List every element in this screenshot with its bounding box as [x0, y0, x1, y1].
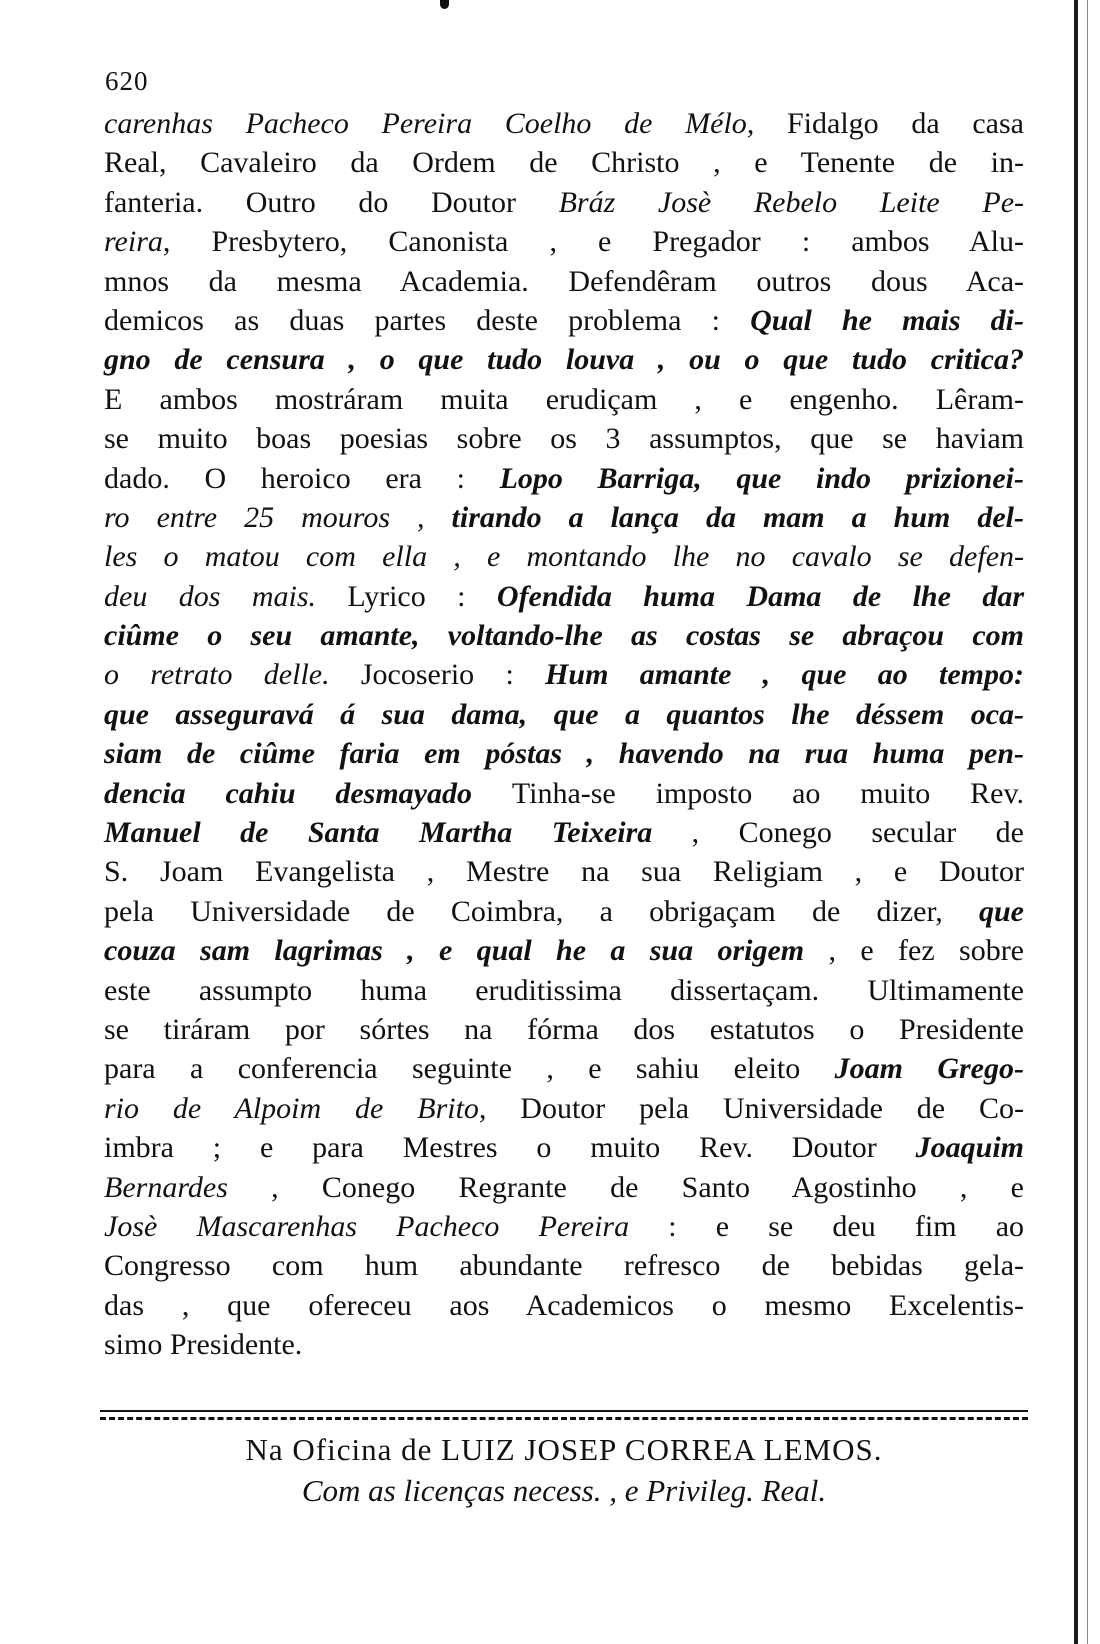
- text-line: [104, 695, 1024, 734]
- text-line: [104, 1207, 1024, 1246]
- text-line: [104, 655, 1024, 694]
- text-segment: reira: [104, 225, 163, 259]
- text-line: [104, 1049, 1024, 1088]
- page-number: 620: [105, 66, 149, 96]
- text-segment: Hum amante , que ao tempo:: [545, 658, 1025, 692]
- text-line: [104, 1128, 1024, 1167]
- separator-rule: [100, 1410, 1028, 1412]
- page-edge-line: [1074, 0, 1078, 1644]
- text-line: [104, 813, 1024, 852]
- text-segment: Congresso com hum abundante refresco de bebidas gela-: [104, 1249, 1024, 1283]
- text-line: [104, 892, 1024, 931]
- text-line: [104, 143, 1024, 182]
- text-segment: Jocoserio :: [360, 658, 546, 692]
- text-segment: rio de Alpoim de Brito,: [104, 1091, 487, 1125]
- text-segment: , Conego secular de: [652, 816, 1024, 850]
- text-segment: , Conego Regrante de Santo Agostinho , e: [227, 1170, 1024, 1204]
- text-segment: Ofendida huma Dama de lhe dar: [496, 579, 1024, 613]
- page-edge-line-thin: [1087, 0, 1088, 1644]
- text-segment: : e se deu fim ao: [629, 1209, 1025, 1243]
- text-segment: couza sam lagrimas , e qual he a sua origem: [104, 934, 805, 968]
- text-segment: gno de censura , o que tudo louva , ou o que tudo critica?: [104, 343, 1024, 377]
- text-segment: para a conferencia seguinte , e sahiu eleito: [104, 1052, 835, 1086]
- text-segment: se muito boas poesias sobre os 3 assumptos, que se haviam: [104, 422, 1024, 456]
- text-segment: simo Presidente.: [104, 1328, 303, 1362]
- text-segment: deu dos mais.: [104, 579, 348, 613]
- text-line: [104, 380, 1024, 419]
- text-line: [104, 1089, 1024, 1128]
- text-line: [104, 262, 1024, 301]
- text-segment: S. Joam Evangelista , Mestre na sua Religiam , e Doutor: [104, 855, 1024, 889]
- top-ornament-mark: [440, 0, 449, 9]
- text-segment: que asseguravá á sua dama, que a quantos lhe déssem oca-: [104, 697, 1024, 731]
- text-segment: Doutor pela Universidade de Co-: [486, 1091, 1024, 1125]
- text-segment: que: [979, 894, 1024, 928]
- text-segment: Bráz Josè Rebelo Leite Pe-: [558, 185, 1024, 219]
- text-line: [104, 222, 1024, 261]
- text-line: [104, 104, 1024, 143]
- text-line: [104, 774, 1024, 813]
- text-line: [104, 183, 1024, 222]
- text-segment: Fidalgo da casa: [754, 107, 1024, 140]
- text-line: [104, 1325, 1024, 1364]
- text-segment: siam de ciûme faria em póstas , havendo na rua huma pen-: [104, 737, 1024, 771]
- text-line: [104, 537, 1024, 576]
- text-line: [104, 1168, 1024, 1207]
- text-line: [104, 577, 1024, 616]
- text-segment: o retrato delle.: [104, 658, 361, 692]
- text-segment: Manuel de Santa Martha Teixeira: [104, 816, 653, 850]
- text-segment: carenhas Pacheco Pereira Coelho de Mélo,: [104, 107, 755, 140]
- text-segment: Bernardes: [104, 1170, 228, 1204]
- text-segment: demicos as duas partes deste problema :: [104, 303, 751, 337]
- text-segment: les o matou com ella , e montando lhe no cavalo se defen-: [104, 540, 1024, 574]
- text-segment: , e fez sobre: [804, 934, 1024, 968]
- text-line: [104, 419, 1024, 458]
- text-segment: Joaquim: [915, 1131, 1024, 1165]
- text-line: [104, 459, 1024, 498]
- text-segment: Tinha-se imposto ao muito Rev.: [511, 776, 1024, 810]
- text-segment: dado. O heroico era :: [104, 461, 500, 495]
- text-segment: Josè Mascarenhas Pacheco Pereira: [104, 1209, 630, 1243]
- separator-rule-dashed: [100, 1417, 1028, 1420]
- colophon-printer: Na Oficina de LUIZ JOSEP CORREA LEMOS.: [245, 1432, 883, 1467]
- text-line: [104, 1246, 1024, 1285]
- text-segment: ciûme o seu amante, voltando-lhe as costas se abraçou com: [104, 619, 1024, 653]
- text-segment: pela Universidade de Coimbra, a obrigaçam de dizer,: [104, 894, 979, 928]
- text-segment: dencia cahiu desmayado: [104, 776, 512, 810]
- text-line: [104, 852, 1024, 891]
- text-segment: imbra ; e para Mestres o muito Rev. Doutor: [104, 1131, 916, 1165]
- text-segment: mnos da mesma Academia. Defendêram outros dous Aca-: [104, 264, 1024, 298]
- text-line: [104, 931, 1024, 970]
- text-segment: fanteria. Outro do Doutor: [104, 185, 559, 219]
- text-line: [104, 1286, 1024, 1325]
- text-line: [104, 498, 1024, 537]
- text-segment: , Presbytero, Canonista , e Pregador : ambos Alu-: [162, 225, 1024, 259]
- text-line: [104, 340, 1024, 379]
- text-segment: Real, Cavaleiro da Ordem de Christo , e Tenente de in-: [104, 146, 1024, 180]
- text-line: [104, 734, 1024, 773]
- text-segment: das , que ofereceu aos Academicos o mesmo Excelentis-: [104, 1288, 1024, 1322]
- text-line: [104, 301, 1024, 340]
- text-segment: tirando a lança da mam a hum del-: [451, 500, 1024, 534]
- text-segment: este assumpto huma eruditissima dissertaçam. Ultimamente: [104, 973, 1024, 1007]
- text-segment: E ambos mostráram muita erudiçam , e engenho. Lêram-: [104, 382, 1024, 416]
- text-segment: Joam Grego-: [834, 1052, 1024, 1086]
- text-segment: Lyrico :: [347, 579, 497, 613]
- text-segment: Qual he mais di-: [750, 303, 1024, 337]
- text-segment: se tiráram por sórtes na fórma dos estatutos o Presidente: [104, 1012, 1024, 1046]
- text-segment: Lopo Barriga, que indo prizionei-: [499, 461, 1024, 495]
- text-line: [104, 1010, 1024, 1049]
- colophon-license: Com as licenças necess. , e Privileg. Real.: [301, 1473, 827, 1508]
- body-text: [104, 104, 1024, 1365]
- text-segment: ro entre 25 mouros ,: [104, 500, 452, 534]
- text-line: [104, 616, 1024, 655]
- text-line: [104, 971, 1024, 1010]
